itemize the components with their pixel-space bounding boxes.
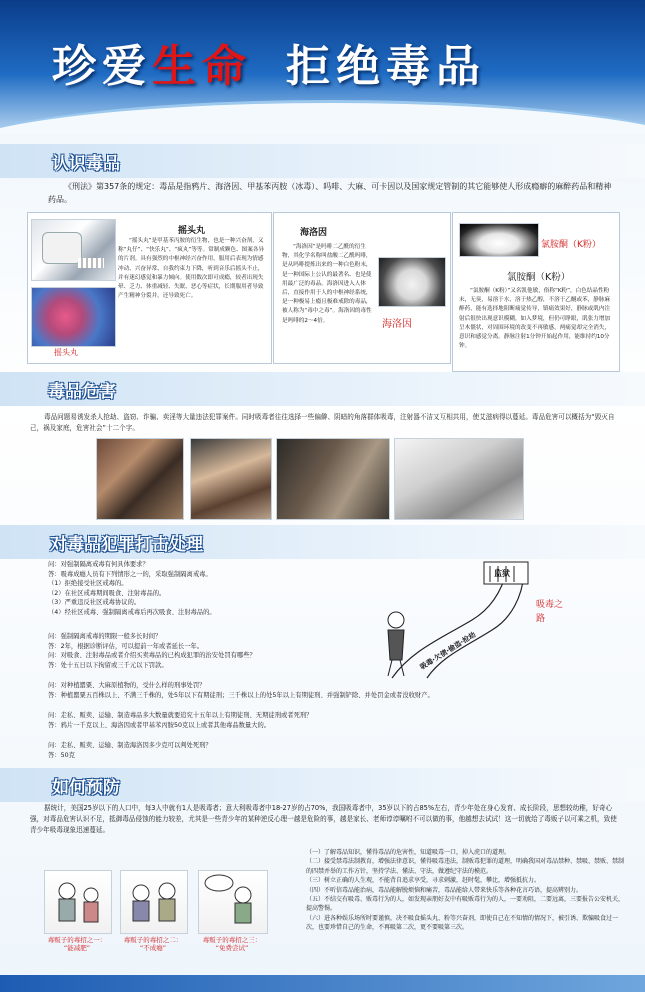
qa2-line: 问：强制隔离戒毒的期限一般多长时间？ (48, 633, 162, 640)
tip-item: （三）树立正确的人生观，不能背自追求享受，寻求刺激，赶时髦，攀比，增强抵抗力。 (306, 877, 541, 885)
heroin-card (273, 212, 451, 364)
road-label: 吸毒之路 (536, 600, 564, 624)
title-part2: 拒绝毒品 (286, 41, 486, 92)
section3-title: 对毒品犯罪打击处理 (50, 535, 203, 555)
qa4-line: 问：走私、贩卖、运输、制造毒品多大数量就要追究十五年以上有期徒刑、无期徒刑或者死刑？ (48, 712, 313, 719)
qa5-line: 答：50克 (48, 751, 75, 759)
tip-item: （五）不结交有吸毒、贩毒行为的人，如发现亲朋好友中有吸贩毒行为的人，一要劝阻，二要远离，三要报告公安机关，提高警惕。 (306, 896, 625, 913)
qa5-line: 问：走私、贩卖、运输、制造海洛因多少克可以判处死刑？ (48, 742, 212, 749)
qa1-line: （1）拒绝接受社区戒毒的。 (48, 580, 128, 588)
comic-2-drawing (121, 871, 187, 933)
heroin-photo (378, 257, 446, 307)
tip-item: （一）了解毒品知识，懂得毒品的危害性，知道吸毒一口，掉入虎口的道理。 (306, 849, 511, 856)
section2-body: 毒品问题易诱发杀人抢劫、盗窃、诈骗、卖淫等大量违法犯罪案件。同时吸毒者往往选择一些偏僻、阴暗的角落群体吸毒，注射器不洁又互相共用，使艾滋病得以蔓延。毒品危害可以概括为“毁灭自己，祸及家庭，危害社会”十二个字。 (30, 413, 615, 432)
section4-title: 如何预防 (52, 778, 120, 798)
comic-1-caption (36, 936, 118, 952)
page-title (52, 30, 486, 94)
qa1-line: 答：吸毒成瘾人员有下列情形之一的，采取强制隔离戒毒。 (48, 570, 212, 578)
harm-photo-2 (190, 438, 272, 520)
qa4-line: 答：鸦片一千克以上、海洛因或者甲基苯丙胺50克以上或者其他毒品数量大的。 (48, 721, 271, 729)
qa-group-1 (48, 560, 368, 618)
qa1-line: （4）经社区戒毒、强制隔离戒毒后再次吸食、注射毒品的。 (48, 608, 216, 616)
title-red: 生命 (152, 41, 252, 92)
qa3-line: 答：种植罂粟五百株以上、不满三千株的，处5年以下有期徒刑；三千株以上的处5年以上有期徒刑、并强制铲除、并处罚金或者没收财产。 (48, 691, 434, 699)
footer-bar (0, 975, 645, 992)
section1-intro: 《刑法》第357条的规定：毒品是指鸦片、海洛因、甲基苯丙胺（冰毒）、吗啡、大麻、可卡因以及国家规定管制的其它能够使人形成瘾癖的麻醉药品和精神药品。 (48, 182, 612, 204)
comic-3 (198, 870, 268, 934)
drug-road-cartoon (372, 560, 532, 680)
section4-body: 据统计，美国25岁以下的人口中，每3人中就有1人是吸毒者；意大利吸毒者中18-27岁的占70%，我国吸毒者中，35岁以下的占85%左右，青少年处在身心发育、成长阶段，思想较幼稚，好奇心强，对毒品危害认识不足，抵御毒品侵蚀的能力较差，尤其是一些青少年的某种逆反心理一越是危险的事，越是家长、老师谆谆嘱咐不可以做的事，他越想去试试！这一切就给了毒贩子以可乘之机，致使青少年吸毒现象迅速蔓延。 (30, 804, 617, 834)
ketamine-body: “氯胺酮（K粉）”又名凯他敏，俗称“K粉”，白色结晶性粉末，无臭，易溶于水，溶于热乙醇，不溶于乙醚或苯，静脉麻醉药，能有选择地阻断痛觉传导，镇痛效果好，静脉或肌内注射后很快出现意识模糊，如入梦境，但仍可睁眼，肌张力增加呈木僵状，对周围环境的改变不再敏感，两痛觉却完全消失，意识和感觉分离。静脉注射1分钟开始起作用，能维持约10分钟。 (459, 288, 611, 350)
qa1-line: 问：对强制隔离戒毒有何具体要求？ (48, 561, 149, 568)
pills-photo (31, 287, 116, 347)
prevention-tips (306, 848, 624, 933)
comic-2-caption-line2: “不成瘾” (139, 944, 167, 952)
yaotouwan-card (27, 212, 272, 364)
qa2-line: 问：对吸食、注射毒品或者介绍买卖毒品的已构成犯罪的治安处罚有哪些？ (48, 652, 256, 660)
comic-2-caption (112, 936, 194, 952)
section2-title: 毒品危害 (48, 382, 116, 402)
ketamine-photo (459, 223, 539, 257)
ketamine-photo-label: 氯胺酮（K粉） (541, 240, 601, 250)
qa1-line: （3）严重违反社区戒毒协议的。 (48, 599, 141, 607)
qa1-line: （2）在社区戒毒期间吸食、注射毒品的。 (48, 589, 166, 597)
ketamine-card (452, 212, 620, 372)
qa-group-5 (48, 741, 618, 760)
comic-1-drawing (45, 871, 111, 933)
qa2-line: 答：处十五日以下拘留或三千元以下罚款。 (48, 661, 168, 669)
road-path-text: 吸毒·欠债·偷盗·抢劫 (418, 630, 478, 672)
qa-group-3 (48, 681, 618, 700)
heroin-heading: 海洛因 (300, 228, 328, 238)
tip-item: （二）接受禁毒法制教育，增强法律意识，懂得吸毒违法，制贩毒犯罪的道理，明确我国对毒品禁种、禁吸、禁贩、禁制的四禁并举的工作方针，坚持学法、懂法、守法，做遵纪守法的模范。 (306, 858, 625, 875)
comic-2-caption-line1: 毒贩子的毒招之二： (123, 936, 183, 944)
yaotouwan-photo-label: 摇头丸 (54, 348, 78, 357)
comic-1-caption-line1: 毒贩子的毒招之一： (47, 936, 107, 944)
yaotouwan-body: “摇头丸”是甲基苯丙胺的衍生物，也是一种兴奋剂，又称“丸仔”、“快乐丸”、“疯丸”等等。常制成颗色、图案各异的片剂。具有强烈的中枢神经兴奋作用，服用后表现为情感冲动、兴奋异常、自我约束力下降，听到音乐后摇头不止，并有迷幻感觉和暴力倾向。使用数次即可成瘾，较者出现失晕、乏力、体重减轻、失眠、恶心等症状，长期服用者导致产生精神分裂并，还导致死亡。 (118, 238, 265, 300)
comic-1 (44, 870, 112, 934)
tip-item: （四）不听信毒品能治病，毒品能解脱烦恼和痛苦，毒品能给人带来快乐等各种花言巧语，提高辨别力。 (306, 886, 583, 894)
comic-3-drawing (199, 871, 267, 933)
ketamine-heading: 氯胺酮（K粉） (507, 272, 571, 283)
comic-3-caption-line2: “免费尝试” (215, 944, 249, 952)
comic-3-caption (190, 936, 274, 952)
tip-item: （六）进各种娱乐场所时要谨慎，决不吸食摇头丸、粉等兴奋剂，即使自己在不知情的情况下，被引诱、欺骗吸食过一次，也要珍惜自己的生命，不再吸第二次，更不要吸第三次。 (306, 914, 619, 932)
qa-group-4 (48, 711, 618, 730)
title-part1: 珍爱 (52, 41, 152, 92)
section1-title: 认识毒品 (52, 154, 120, 174)
harm-photo-1 (96, 438, 184, 520)
pill-bottle-photo (31, 219, 116, 281)
header-banner (0, 0, 645, 135)
qa2-line: 答：2年，根据诊断评估，可以提前一年或者延长一年。 (48, 642, 204, 650)
heroin-photo-label: 海洛因 (382, 319, 412, 330)
comic-1-caption-line2: “能减肥” (63, 944, 91, 952)
harm-photo-3 (276, 438, 390, 520)
comic-3-caption-line1: 毒贩子的毒招之三： (202, 936, 262, 944)
harm-photo-4 (394, 438, 524, 520)
heroin-body: “海洛因”是吗啡二乙酰的衍生物，其化学名称叫盐酸二乙酰吗啡，是从吗啡提炼出来的一种白色粉末，是一种国际上公认的最著名、也是使用最广泛的毒品。海洛因进入人体后，直接作用于人的中枢神经系统，是一种极易上瘾且极难戒除的毒品，被人称为“毒中之毒”。海洛因的毒性是吗啡的2～4倍。 (282, 244, 372, 324)
qa-group-2 (48, 632, 368, 670)
header-wave (0, 100, 645, 135)
qa3-line: 问：对种植罂粟、大麻原植物的，受什么样的刑事处罚？ (48, 682, 206, 689)
comic-2 (120, 870, 188, 934)
prison-label: 监狱 (494, 569, 510, 578)
yaotouwan-heading: 摇头丸 (178, 226, 206, 236)
